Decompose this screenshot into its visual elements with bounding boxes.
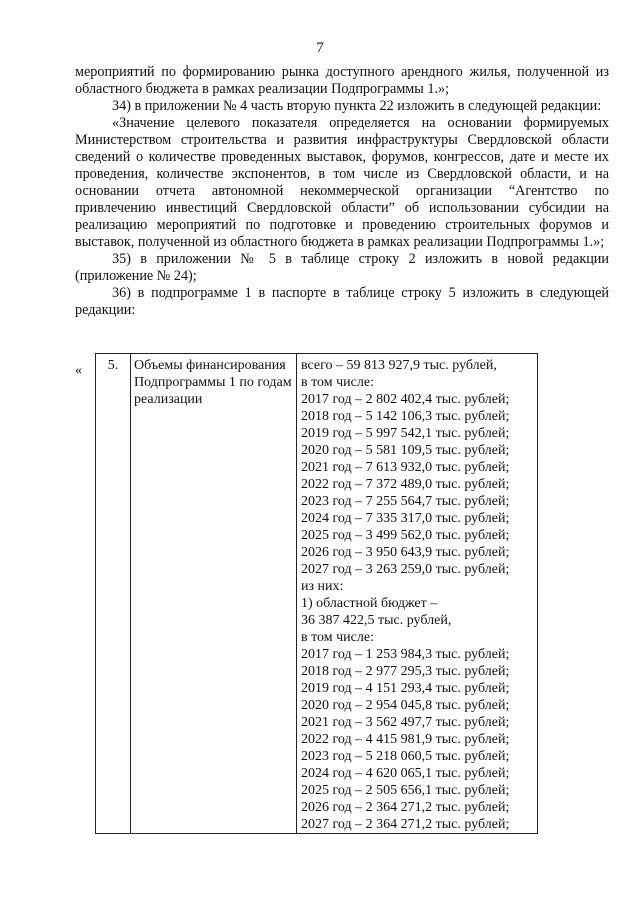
value-line: 2021 год – 3 562 497,7 тыс. рублей;	[301, 715, 510, 730]
value-line: 2026 год – 2 364 271,2 тыс. рублей;	[301, 800, 510, 815]
value-line: 2020 год – 5 581 109,5 тыс. рублей;	[301, 443, 510, 458]
table-open-quote: «	[75, 363, 82, 378]
value-line: 2022 год – 4 415 981,9 тыс. рублей;	[301, 732, 510, 747]
value-line: 2027 год – 3 263 259,0 тыс. рублей;	[301, 562, 510, 577]
value-line: 2021 год – 7 613 932,0 тыс. рублей;	[301, 460, 510, 475]
table-row	[96, 354, 538, 834]
row-label-cell: Объемы финансирования Подпрограммы 1 по годам реализации	[131, 354, 297, 834]
value-line: из них:	[301, 579, 344, 594]
row-number-cell: 5.	[96, 354, 131, 834]
value-line: 2025 год – 3 499 562,0 тыс. рублей;	[301, 528, 510, 543]
value-line: 2025 год – 2 505 656,1 тыс. рублей;	[301, 783, 510, 798]
page-number: 7	[316, 40, 324, 56]
value-line: 2024 год – 4 620 065,1 тыс. рублей;	[301, 766, 510, 781]
value-line: 2020 год – 2 954 045,8 тыс. рублей;	[301, 698, 510, 713]
paragraph-item-35: 35) в приложении № 5 в таблице строку 2 изложить в новой редакции (приложение № 24);	[75, 251, 609, 284]
paragraph-item-34: 34) в приложении № 4 часть вторую пункта 22 изложить в следующей редакции:	[112, 98, 602, 114]
paragraph-quoted-text: «Значение целевого показателя определяется на основании формируемых Министерством строительства и развития инфраструктуры Свердловской области сведений о количестве проведенных выставок, форумов, конгрессов, дате и месте их проведения, количестве экспонентов, в том числе из Свердловской области, и на основании отчета автономной некоммерческой организации “Агентство по привлечению инвестиций Свердловской области” об использовании субсидии на реализацию мероприятий по подготовке и проведению строительных форумов и выставок, полученной из областного бюджета в рамках реализации Подпрограммы 1.»;	[75, 115, 609, 250]
paragraph-continuation: мероприятий по формированию рынка доступного арендного жилья, полученной из областного бюджета в рамках реализации Подпрограммы 1.»;	[75, 64, 609, 97]
value-line: 2019 год – 4 151 293,4 тыс. рублей;	[301, 681, 510, 696]
row-value-cell	[297, 354, 538, 834]
value-line: 2019 год – 5 997 542,1 тыс. рублей;	[301, 426, 510, 441]
amendment-table	[95, 353, 538, 834]
value-line: 2018 год – 2 977 295,3 тыс. рублей;	[301, 664, 510, 679]
value-line: 36 387 422,5 тыс. рублей,	[301, 613, 452, 628]
value-line: 2017 год – 1 253 984,3 тыс. рублей;	[301, 647, 510, 662]
value-line: в том числе:	[301, 375, 374, 390]
value-line: 1) областной бюджет –	[301, 596, 438, 611]
paragraph-item-36: 36) в подпрограмме 1 в паспорте в таблице строку 5 изложить в следующей редакции:	[75, 285, 609, 318]
value-line: 2017 год – 2 802 402,4 тыс. рублей;	[301, 392, 510, 407]
value-line: 2024 год – 7 335 317,0 тыс. рублей;	[301, 511, 510, 526]
value-line: 2018 год – 5 142 106,3 тыс. рублей;	[301, 409, 510, 424]
value-line: 2027 год – 2 364 271,2 тыс. рублей;	[301, 817, 510, 832]
value-line: 2023 год – 5 218 060,5 тыс. рублей;	[301, 749, 510, 764]
text-body	[75, 64, 609, 319]
value-line: всего – 59 813 927,9 тыс. рублей,	[301, 358, 497, 373]
value-line: 2026 год – 3 950 643,9 тыс. рублей;	[301, 545, 510, 560]
value-line: 2022 год – 7 372 489,0 тыс. рублей;	[301, 477, 510, 492]
value-line: 2023 год – 7 255 564,7 тыс. рублей;	[301, 494, 510, 509]
value-line: в том числе:	[301, 630, 374, 645]
